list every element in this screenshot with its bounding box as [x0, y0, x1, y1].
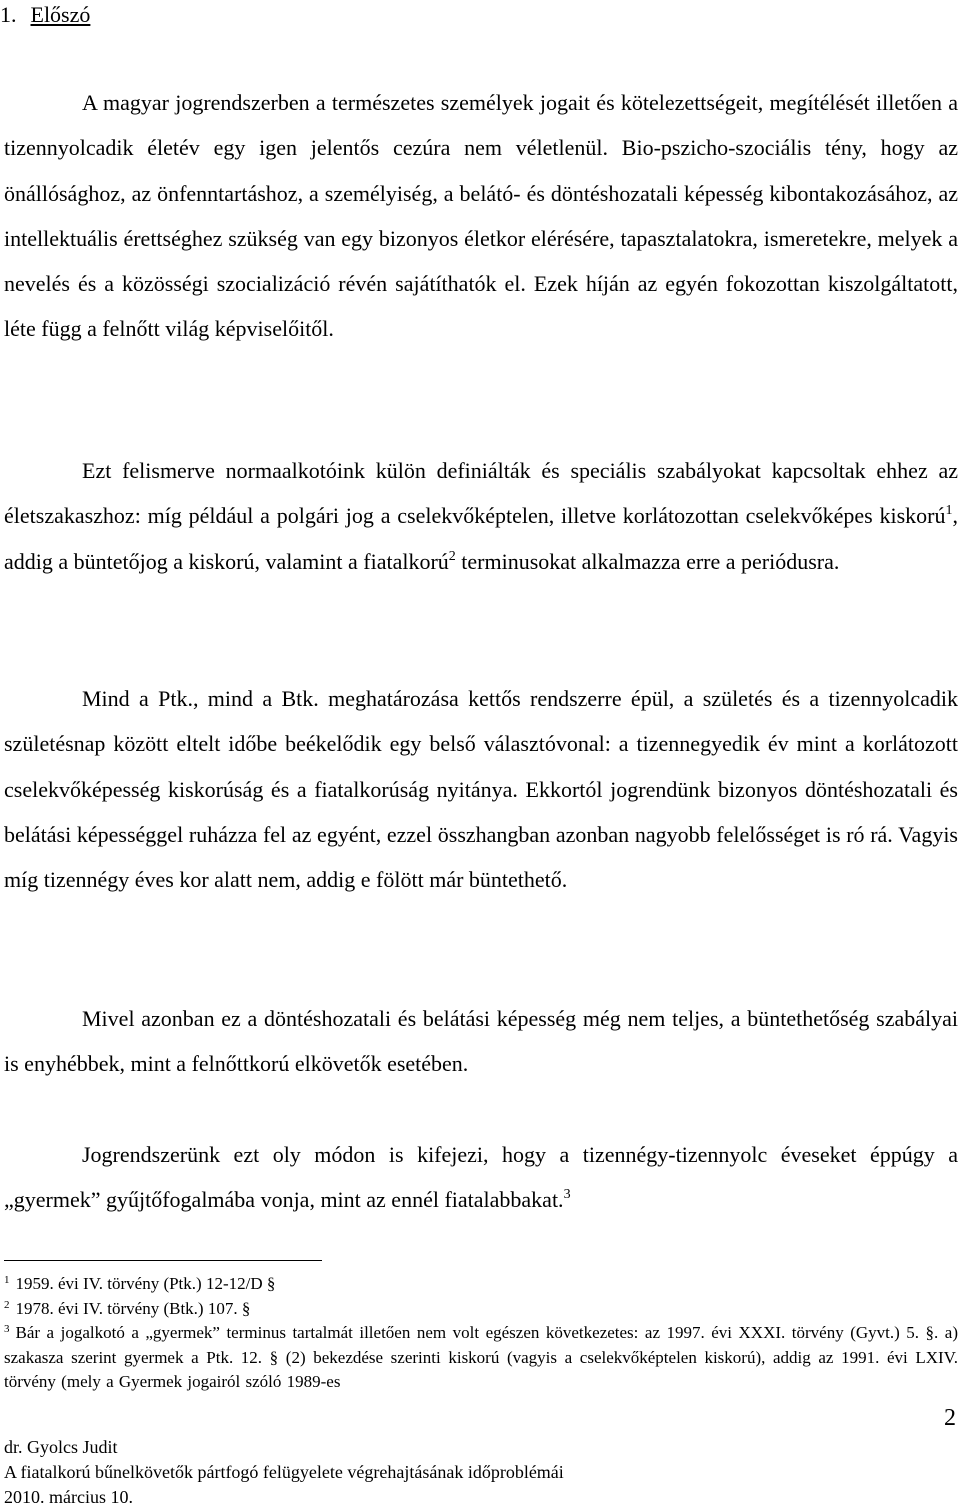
page-number: 2: [944, 1405, 956, 1431]
footnote-mark: 3: [4, 1323, 10, 1336]
paragraph-text: , addig a büntetőjog a kiskorú, valamint a fiatalkorú: [4, 503, 958, 574]
footnote-text: 1978. évi IV. törvény (Btk.) 107. §: [15, 1298, 251, 1318]
footnote-ref[interactable]: 3: [563, 1187, 571, 1203]
footnote-ref[interactable]: 2: [448, 548, 456, 564]
footnote: [4, 1297, 958, 1322]
footnote-text: Bár a jogalkotó a „gyermek” terminus tartalmát illetően nem volt egészen következetes: az 1997. évi XXXI. törvény (Gyvt.) 5. §. a) szakasza szerint gyermek a Ptk. 12. § (2) bekezdése szerinti kiskorú (vagyis a cselekvőképtelen kiskorú), addig az 1991. évi LXIV. törvény (mely a Gyermek jogairól szóló 1989-es: [4, 1323, 958, 1392]
footnote: [4, 1321, 958, 1395]
footer-date: 2010. március 10.: [4, 1487, 133, 1507]
section-heading: [0, 0, 90, 30]
paragraph-punishability: Mivel azonban ez a döntéshozatali és belátási képesség még nem teljes, a büntethetőség szabályai is enyhébbek, mint a felnőttkorú elkövetők esetében.: [4, 1006, 958, 1077]
footnote-separator: [4, 1260, 322, 1261]
footnote-mark: 1: [4, 1274, 10, 1286]
footnotes: [4, 1272, 958, 1395]
footnote-mark: 2: [4, 1298, 10, 1311]
paragraph-text: Ezt felismerve normaalkotóink külön definiálták és speciális szabályokat kapcsoltak ehhez az életszakaszhoz: míg például a polgári jog a cselekvőképtelen, illetve korlátozottan cselekvőképes kiskorú: [4, 458, 958, 529]
footnote-text: 1959. évi IV. törvény (Ptk.) 12-12/D §: [15, 1274, 276, 1293]
paragraph-text: terminusokat alkalmazza erre a periódusra.: [455, 548, 840, 574]
footnote-ref[interactable]: 1: [945, 503, 953, 519]
paragraph-child-concept: [4, 1132, 958, 1223]
section-number: 1.: [0, 2, 17, 27]
footer-author: dr. Gyolcs Judit: [4, 1437, 118, 1457]
footer-title: A fiatalkorú bűnelkövetők pártfogó felügyelete végrehajtásának időproblémái: [4, 1462, 564, 1482]
paragraph-norms: [4, 448, 958, 584]
paragraph-text: Jogrendszerünk ezt oly módon is kifejezi, hogy a tizennégy-tizennyolc éveseket éppúgy a „gyermek” gyűjtőfogalmába vonja, mint az ennél fiatalabbakat.: [4, 1142, 958, 1213]
paragraph-intro: A magyar jogrendszerben a természetes személyek jogait és kötelezettségeit, megítélését illetően a tizennyolcadik életév egy igen jelentős cezúra nem véletlenül. Bio-pszicho-szociális tény, hogy az önállósághoz, az önfenntartáshoz, a személyiség, a belátó- és döntéshozatali képesség kibontakozásához, az intellektuális érettséghez szükség van egy bizonyos életkor elérésére, tapasztalatokra, ismeretekre, melyek a nevelés és a közösségi szocializáció révén sajátíthatók el. Ezek híján az egyén fokozottan kiszolgáltatott, léte függ a felnőtt világ képviselőitől.: [4, 90, 958, 342]
footnote: [4, 1272, 958, 1297]
section-title: Előszó: [30, 2, 91, 27]
paragraph-dual-system: Mind a Ptk., mind a Btk. meghatározása kettős rendszerre épül, a születés és a tizennyolcadik születésnap között eltelt időbe beékelődik egy belső választóvonal: a tizennegyedik év mint a korlátozott cselekvőképesség kiskorúság és a fiatalkorúság nyitánya. Ekkortól jogrendünk bizonyos döntéshozatali és belátási képességgel ruházza fel az egyént, ezzel összhangban azonban nagyobb felelősséget is ró rá. Vagyis míg tizennégy éves kor alatt nem, addig e fölött már büntethető.: [4, 686, 958, 893]
